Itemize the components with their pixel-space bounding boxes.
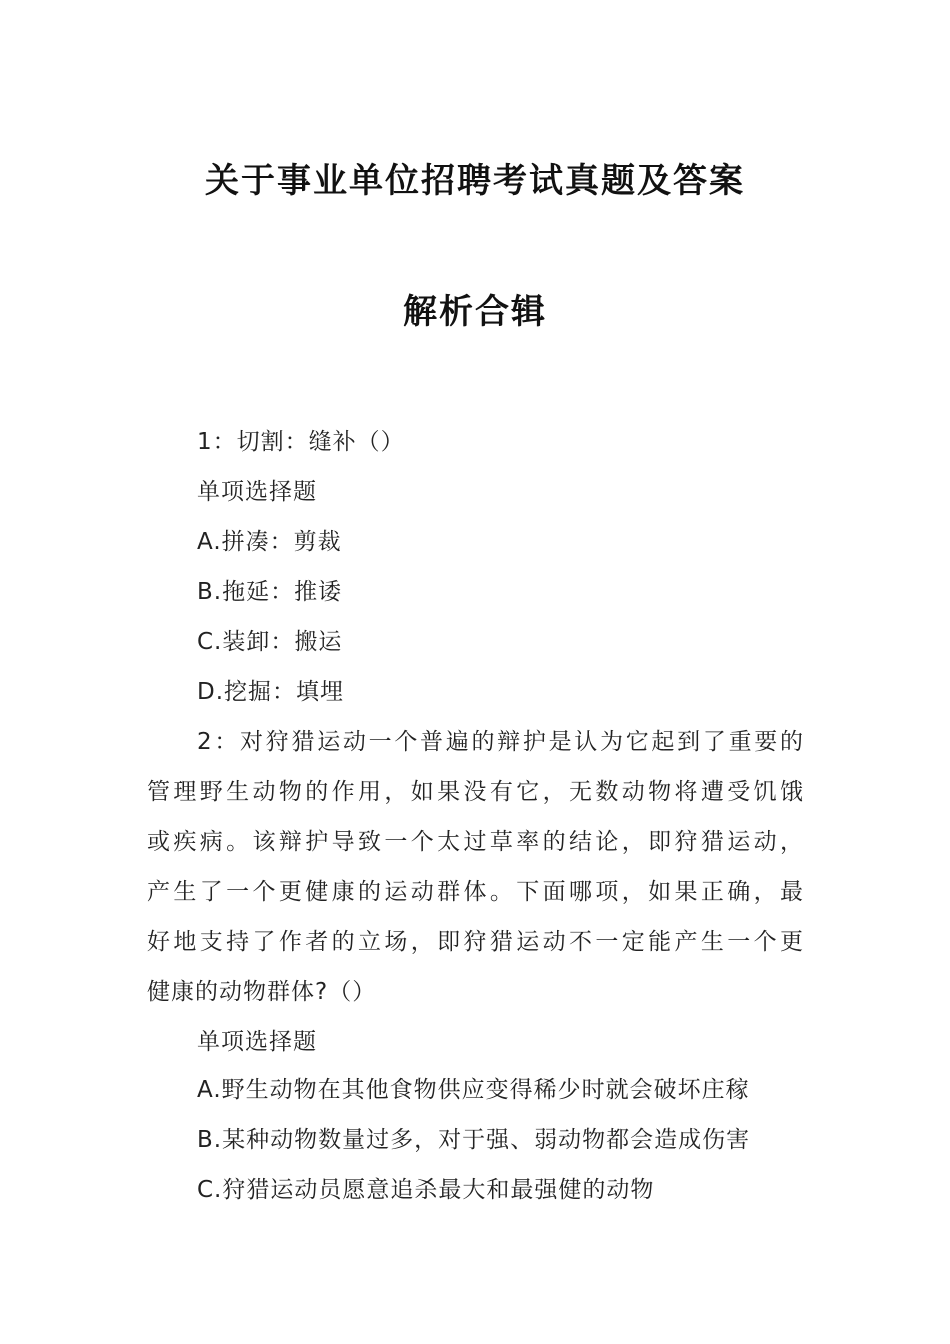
- question-2-stem-line-1: 2：对狩猎运动一个普遍的辩护是认为它起到了重要的: [197, 729, 804, 755]
- question-1-option-a: A.拼凑：剪裁: [197, 529, 342, 555]
- question-1-type: 单项选择题: [197, 479, 317, 505]
- question-2-stem-line-2: 管理野生动物的作用，如果没有它，无数动物将遭受饥饿: [147, 779, 804, 805]
- question-1-option-d: D.挖掘：填埋: [197, 679, 345, 705]
- document-title-line-2: 解析合辑: [403, 292, 547, 332]
- question-2-stem-line-5: 好地支持了作者的立场，即狩猎运动不一定能产生一个更: [147, 929, 804, 955]
- question-2-stem-line-6: 健康的动物群体?（）: [147, 979, 377, 1005]
- document-title-line-1: 关于事业单位招聘考试真题及答案: [205, 161, 745, 201]
- question-2-stem-line-3: 或疾病。该辩护导致一个太过草率的结论，即狩猎运动，: [147, 829, 804, 855]
- question-1-option-b: B.拖延：推诿: [197, 579, 343, 605]
- question-2-stem-line-4: 产生了一个更健康的运动群体。下面哪项，如果正确，最: [147, 879, 804, 905]
- question-2-option-b: B.某种动物数量过多，对于强、弱动物都会造成伤害: [197, 1127, 751, 1153]
- question-1-stem: 1：切割：缝补（）: [197, 429, 405, 455]
- question-2-type: 单项选择题: [197, 1029, 317, 1055]
- question-2-option-a: A.野生动物在其他食物供应变得稀少时就会破坏庄稼: [197, 1077, 750, 1103]
- question-2-option-c: C.狩猎运动员愿意追杀最大和最强健的动物: [197, 1177, 655, 1203]
- question-1-option-c: C.装卸：搬运: [197, 629, 343, 655]
